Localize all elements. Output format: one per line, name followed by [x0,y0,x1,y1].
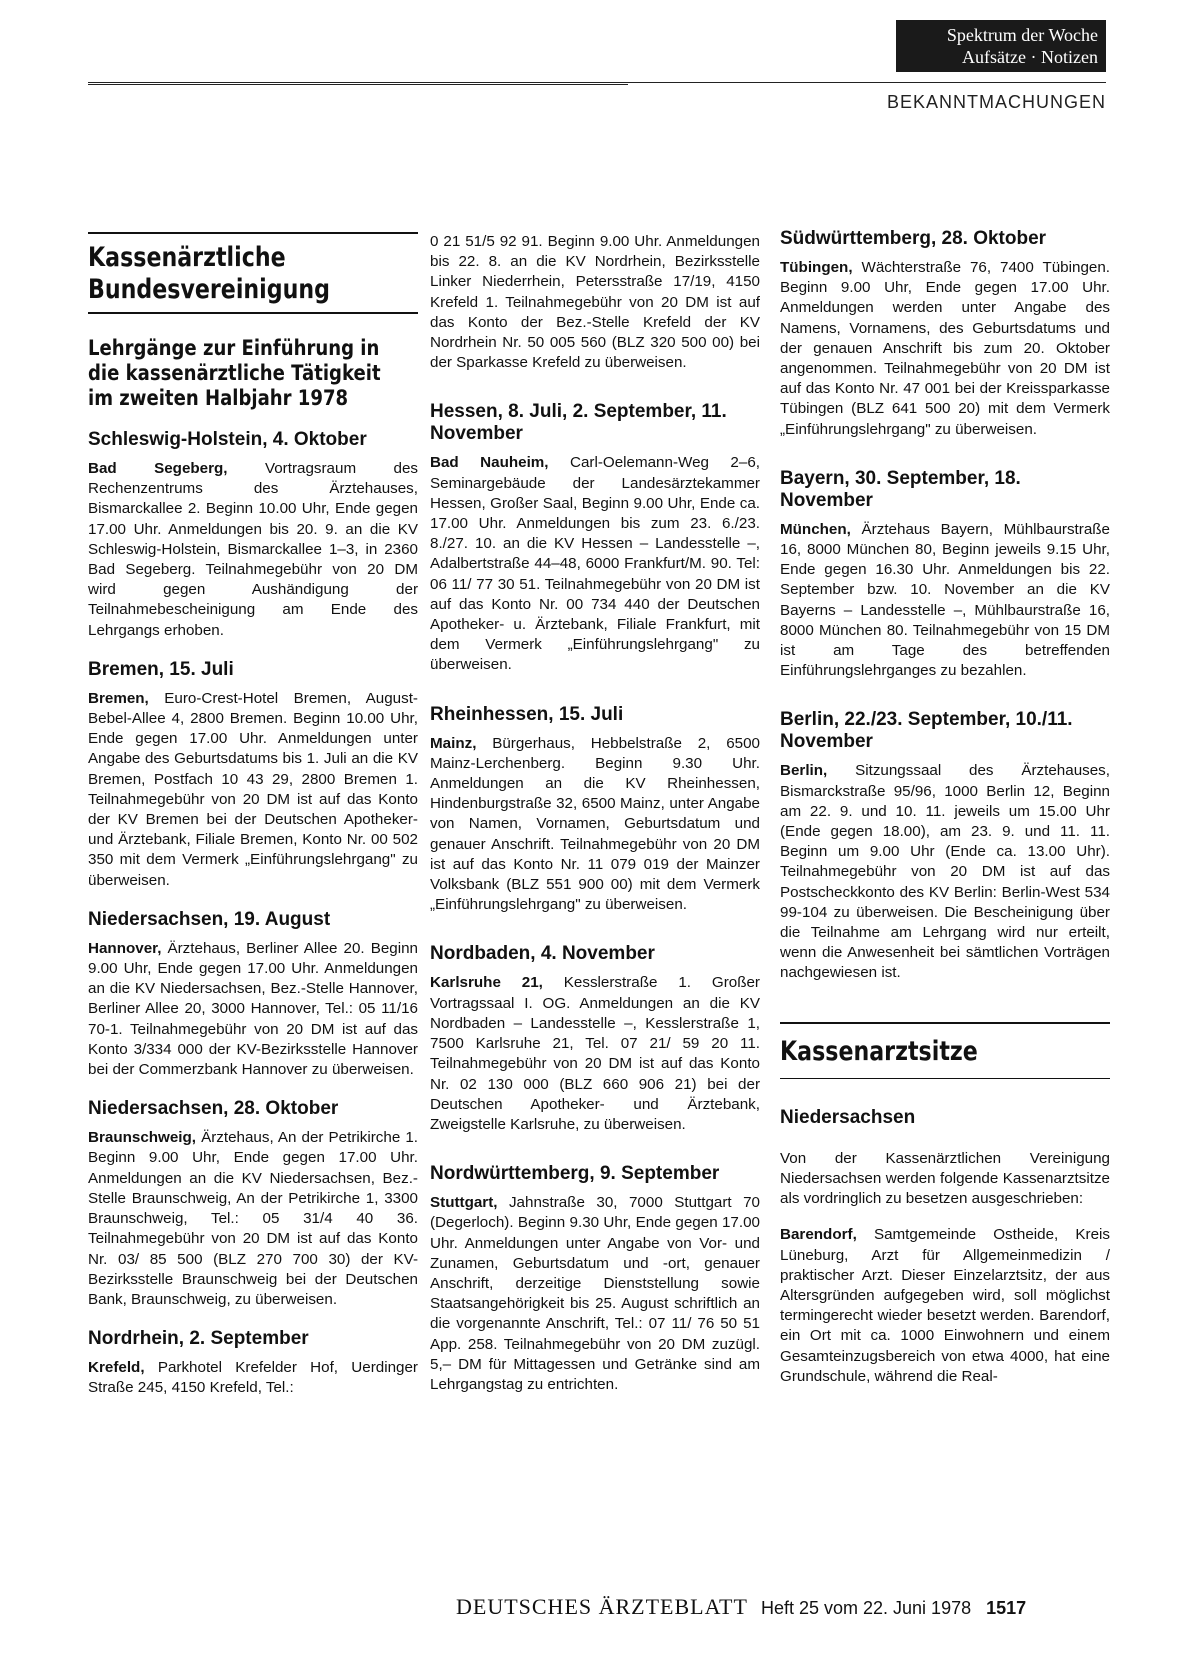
section-body [88,1358,418,1398]
body-text: Euro-Crest-Hotel Bremen, August-Bebel-Allee 4, 2800 Bremen. Beginn 10.00 Uhr, Ende gegen 17.00 Uhr. Anmeldungen unter Angabe des Geburtsdatums bis 1. Juli an die KV Bremen, Postfach 10 43 29, 2800 Bremen 1. Teilnahmegebühr von 20 DM ist auf das Konto der KV Bremen bei der Deutschen Apotheker- und Ärztebank, Filiale Bremen, Konto Nr. 00 502 350 mit dem Vermerk „Einführungslehrgang" zu überweisen. [88,689,418,889]
badge-line-2: Aufsätze · Notizen [962,47,1098,67]
place-name: Braunschweig, [88,1129,197,1147]
subtitle-line-1: Lehrgänge zur Einführung in [88,336,380,360]
title2-rule-bottom [780,1078,1110,1079]
body-text: Vortragsraum des Rechenzentrums des Ärztehauses, Bismarckallee 2. Beginn 10.00 Uhr, Ende gegen 17.00 Uhr. Anmeldungen bis 20. 9. an die KV Schleswig-Holstein, Bismarckallee 1–3, in 2360 Bad Segeberg. Teilnahmegebühr von 20 DM wird gegen Aushändigung der Teilnahmebescheinigung am Ende des Lehrgangs erhoben. [88,460,418,639]
body-text: Samtgemeinde Ostheide, Kreis Lüneburg, Arzt für Allgemeinmedizin / praktischer Arzt. Dieser Einzelarztsitz, der aus Altersgründen aufgegeben wird, soll möglichst termingerecht wieder besetzt werden. Barendorf, ein Ort mit ca. 1000 Einwohnern und einem Gesamteinzugsbereich von etwa 4000, hat eine Grundschule, während die Real- [780,1226,1110,1385]
main-title-line-1: Kassenärztliche [88,242,286,273]
section-body [88,1128,418,1310]
body-text: Bürgerhaus, Hebbelstraße 2, 6500 Mainz-Lerchenberg. Beginn 9.30 Uhr. Anmeldungen an die KV Rheinhessen, Hindenburgstraße 32, 6500 Mainz, unter Angabe von Namen, Vornamen, Geburtsdatum und genauer Anschrift. Teilnahmegebühr von 20 DM ist auf das Konto Nr. 11 079 019 der Mainzer Volksbank (BLZ 551 900 00) mit dem Vermerk „Einführungslehrgang" zu überweisen. [430,734,760,914]
header-rule [88,82,1106,83]
title-rule-top [88,232,418,234]
body-text: Jahnstraße 30, 7000 Stuttgart 70 (Degerloch). Beginn 9.30 Uhr, Ende gegen 17.00 Uhr. Anmeldungen unter Angabe von Vor- und Zunamen, Geburtsdatum und -ort, genauer Anschrift, derzeitige Dienststellung sowie Staatsangehörigkeit bis 25. August schriftlich an die vorgenannte Anschrift, Tel.: 07 11/ 76 50 51 App. 258. Teilnahmegebühr von 20 DM zuzügl. 5,– DM für Mittagessen und Getränke sind am Lehrgangstag zu entrichten. [430,1194,760,1393]
journal-name: DEUTSCHES ÄRZTEBLATT [456,1594,748,1619]
place-name: Barendorf, [780,1226,857,1244]
header-rule-short [88,84,628,85]
body-text: Kesslerstraße 1. Großer Vortragssaal I. OG. Anmeldungen an die KV Nordbaden – Landesstelle –, Kesslerstraße 1, 7500 Karlsruhe 21, Tel. 07 21/ 59 20 11. Teilnahmegebühr von 20 DM ist auf das Konto Nr. 02 130 000 (BLZ 660 906 21) bei der Deutschen Apotheker- und Ärztebank, Zweigstelle Karlsruhe, zu überweisen. [430,974,760,1133]
section-heading: Niedersachsen, 19. August [88,908,331,930]
main-title [88,242,359,306]
column-3 [780,228,1110,1387]
footer [456,1594,1026,1620]
section-body [780,520,1110,682]
section-heading: Bayern, 30. September, 18. November [780,467,1021,511]
body-text: Carl-Oelemann-Weg 2–6, Seminargebäude der Landesärztekammer Hessen, Großer Saal, Beginn 9.00 Uhr, Ende ca. 17.00 Uhr. Anmeldungen bis zum 23. 6./23. 8./27. 10. an die KV Hessen – Landesstelle –, Adalbertstraße 44–48, 6000 Frankfurt/M. 90. Tel: 06 11/ 77 30 51. Teilnahmegebühr von 20 DM ist auf das Konto Nr. 00 734 440 der Deutschen Apotheker- u. Ärztebank, Filiale Frankfurt, mit dem Vermerk „Einführungslehrgang" zu überweisen. [430,454,760,674]
place-name: Bremen, [88,689,149,707]
intro-text: Von der Kassenärztlichen Vereinigung Niedersachsen werden folgende Kassenarztsitze als vordringlich zu besetzen ausgeschrieben: [780,1149,1110,1208]
body-text: Ärztehaus, Berliner Allee 20. Beginn 9.00 Uhr, Ende gegen 17.00 Uhr. Anmeldungen an die KV Niedersachsen, Bez.-Stelle Hannover, Berliner Allee 20, 3000 Hannover, Tel.: 05 11/16 70-1. Teilnahmegebühr von 20 DM ist auf das Konto 3/334 000 der KV-Bezirksstelle Hannover bei der Commerzbank Hannover zu überweisen. [88,939,418,1079]
title2-rule-top [780,1022,1110,1024]
place-name: Karlsruhe 21, [430,974,543,992]
main-title-line-2: Bundesvereinigung [88,274,330,305]
section-body [430,734,760,916]
body-text: Ärztehaus, An der Petrikirche 1. Beginn 9.00 Uhr, Ende gegen 17.00 Uhr. Anmeldungen an die KV Niedersachsen, Bez.-Stelle Braunschweig, An der Petrikirche 1, 3300 Braunschweig, Tel.: 05 31/4 40 36. Teilnahmegebühr von 20 DM ist auf das Konto Nr. 03/ 85 500 (BLZ 270 700 30) der KV-Bezirksstelle Braunschweig bei der Deutschen Bank, Braunschweig, zu überweisen. [88,1129,418,1308]
place-name: Mainz, [430,734,477,752]
badge-line-1: Spektrum der Woche [946,25,1098,45]
place-name: Berlin, [780,762,828,780]
subtitle [88,336,381,411]
body-text: Sitzungssaal des Ärztehauses, Bismarckstraße 95/96, 1000 Berlin 12, Beginn am 22. 9. und 10. 11. jeweils um 15.00 Uhr (Ende gegen 18.00), am 23. 9. und 11. 11. Beginn um 9.00 Uhr (Ende ca. 13.00 Uhr). Teilnahmegebühr von 20 DM ist auf das Postscheckkonto des KV Berlin: Berlin-West 534 99-104 zu überweisen. Die Bescheinigung über die Teilnahme am Lehrgang wird nur erteilt, wenn die Anwesenheit bei sämtlichen Vorträgen nachgewiesen ist. [780,762,1110,982]
body-text: Parkhotel Krefelder Hof, Uerdinger Straße 245, 4150 Krefeld, Tel.: [88,1359,418,1397]
section-heading: Rheinhessen, 15. Juli [430,703,624,725]
page-number: 1517 [986,1598,1027,1618]
place-name: Bad Nauheim, [430,454,549,472]
place-name: Bad Segeberg, [88,460,228,477]
section-heading: Hessen, 8. Juli, 2. September, 11. November [430,401,727,445]
section-body [780,258,1110,440]
section-heading: Nordbaden, 4. November [430,943,655,965]
section-heading: Niedersachsen, 28. Oktober [88,1098,339,1120]
title-rule-bottom [88,312,418,314]
section-heading: Schleswig-Holstein, 4. Oktober [88,429,367,450]
column-2 [430,232,760,1395]
body-text: Wächterstraße 76, 7400 Tübingen. Beginn 9.00 Uhr, Ende gegen 17.00 Uhr. Anmeldungen werden unter Angabe des Namens, Vornamens, des Geburtsdatums und der genauen Anschrift bis zum 20. Oktober angenommen. Teilnahmegebühr von 20 DM ist auf das Konto Nr. 47 001 bei der Kreissparkasse Tübingen (BLZ 641 500 20) mit dem Vermerk „Einführungslehrgang" zu überweisen. [780,259,1110,438]
continued-text: 0 21 51/5 92 91. Beginn 9.00 Uhr. Anmeldungen bis 22. 8. an die KV Nordrhein, Bezirksstelle Linker Niederrhein, Petersstraße 17/19, 4150 Krefeld 1. Teilnahmegebühr von 20 DM ist auf das Konto der Bez.-Stelle Krefeld der KV Nordrhein Nr. 50 005 560 (BLZ 320 500 00) bei der Sparkasse Krefeld zu überweisen. [430,233,760,372]
section-heading: Berlin, 22./23. September, 10./11. November [780,709,1073,753]
section-body [88,459,418,641]
place-name: Hannover, [88,939,162,957]
issue-info: Heft 25 vom 22. Juni 1978 [760,1598,972,1618]
section-body [430,453,760,675]
section-heading: Nordrhein, 2. September [88,1328,309,1350]
section-heading: Niedersachsen [780,1106,916,1128]
body-text: Ärztehaus Bayern, Mühlbaurstraße 16, 8000 München 80, Beginn jeweils 9.15 Uhr, Ende gegen 16.30 Uhr. Anmeldungen bis 22. September bzw. 10. November an die KV Bayerns – Landesstelle –, Mühlbaurstraße 16, 8000 München 80. Teilnahmegebühr von 15 DM ist am Tage des betreffenden Einführungslehrganges zu bezahlen. [780,520,1110,680]
column-1 [88,232,418,1399]
section-body [780,1225,1110,1387]
section-label: BEKANNTMACHUNGEN [886,92,1106,112]
subtitle-line-2: die kassenärztliche Tätigkeit [88,361,381,385]
place-name: Tübingen, [780,259,853,276]
section-heading: Bremen, 15. Juli [88,658,234,680]
subtitle-line-3: im zweiten Halbjahr 1978 [88,386,349,410]
place-name: Krefeld, [88,1359,145,1377]
section-body [88,689,418,891]
section-body [430,1193,760,1395]
place-name: Stuttgart, [430,1194,498,1212]
section-body [780,761,1110,983]
header-badge [896,20,1106,72]
section-body [430,973,760,1135]
section-heading: Nordwürttemberg, 9. September [430,1163,720,1185]
second-title: Kassenarztsitze [780,1035,978,1067]
place-name: München, [780,520,851,538]
section-heading: Südwürttemberg, 28. Oktober [780,228,1047,249]
section-body [88,939,418,1080]
